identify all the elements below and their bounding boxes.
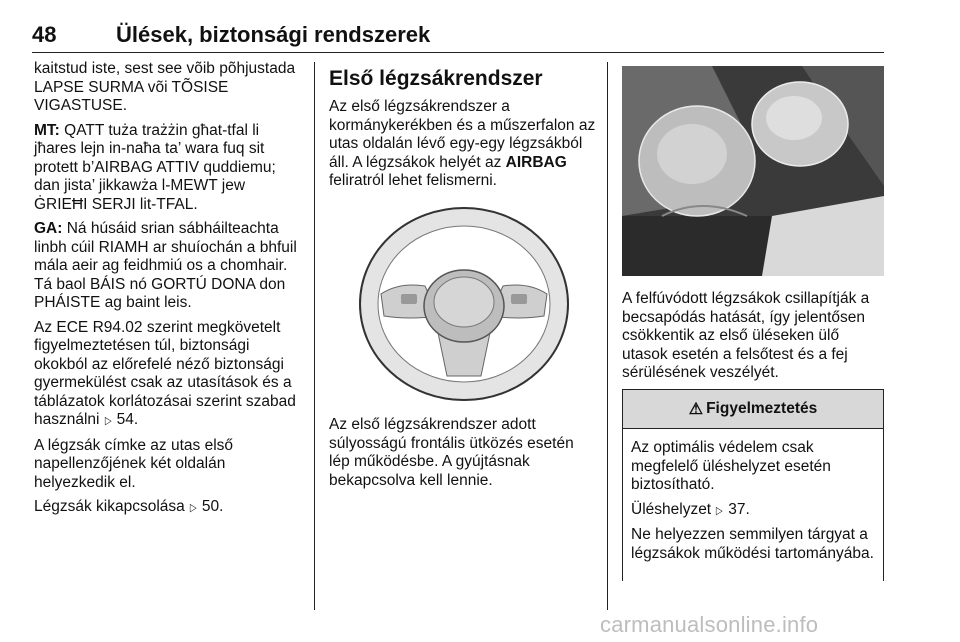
page-header bbox=[32, 22, 884, 52]
paragraph-warning-et: kaitstud iste, sest see võib põhjustada LAPSE SURMA või TÕSISE VIGASTUSE. bbox=[34, 60, 296, 114]
warning-title: Figyelmeztetés bbox=[706, 400, 818, 417]
airbag-label: AIRBAG bbox=[505, 153, 567, 171]
page-number: 48 bbox=[32, 22, 57, 47]
column-middle bbox=[329, 60, 597, 197]
paragraph-airbag-deactivation: Légzsák kikapcsolása ▷ 50. bbox=[34, 498, 302, 518]
section-heading: Első légzsákrendszer bbox=[329, 67, 543, 90]
language-label-ga: GA: bbox=[34, 220, 63, 237]
warning-paragraph-1: Az optimális védelem csak megfelelő üléshelyzet esetén biztosítható. bbox=[631, 439, 831, 493]
warning-triangle-icon: ⚠ bbox=[688, 401, 704, 418]
section-title: Ülések, biztonsági rendszerek bbox=[116, 22, 431, 47]
column-right bbox=[622, 290, 884, 389]
warning-text-ga: Ná húsáid srian sábháilteachta linbh cúil RIAMH ar shuíochán a bhfuil mála aeir ag feidhmiú os a chomhair. Tá baol BÁIS nó GORTÚ DONA don PHÁISTE ag baint leis. bbox=[34, 220, 297, 311]
paragraph-activation: Az első légzsákrendszer adott súlyosságú frontális ütközés esetén lép működésbe. A gyújtásnak bekapcsolva kell lennie. bbox=[329, 416, 574, 489]
warning-body bbox=[623, 429, 883, 563]
watermark: carmanualsonline.info bbox=[600, 612, 819, 637]
warning-box bbox=[622, 389, 884, 581]
paragraph-warning-ga bbox=[34, 220, 302, 313]
header-divider bbox=[32, 52, 884, 53]
page-ref-arrow-icon: ▷ bbox=[104, 415, 112, 427]
column-divider-1 bbox=[314, 62, 315, 610]
paragraph-label-location: A légzsák címke az utas első napellenzőjének két oldalán helyezkedik el. bbox=[34, 436, 234, 491]
page-ref-arrow-icon: ▷ bbox=[716, 504, 724, 517]
warning-paragraph-2: Üléshelyzet ▷ 37. bbox=[631, 501, 875, 521]
column-left bbox=[34, 60, 302, 524]
paragraph-airbag-function: A felfúvódott légzsákok csillapítják a becsapódás hatását, így jelentősen csökkentik az első üléseken ülő utasok esetén a felsőtest és a fej sérülésének veszélyét. bbox=[622, 290, 870, 381]
page-reference[interactable]: 54. bbox=[112, 411, 139, 428]
language-label-mt: MT: bbox=[34, 121, 60, 139]
warning-paragraph-3: Ne helyezzen semmilyen tárgyat a légzsákok működési tartományába. bbox=[631, 526, 874, 562]
page-reference[interactable]: 37. bbox=[723, 500, 750, 518]
paragraph-intro: Az első légzsákrendszer a kormánykerékben és a műszerfalon az utas oldalán lévő egy-egy légzsákból áll. A légzsákok helyét az AIRBAG feliratról lehet felismerni. bbox=[329, 98, 596, 189]
page-reference[interactable]: 50. bbox=[197, 498, 224, 515]
column-divider-2 bbox=[607, 62, 608, 610]
deployed-airbags-photo bbox=[622, 66, 884, 276]
paragraph-warning-mt bbox=[34, 122, 302, 215]
warning-text-mt: QATT tuża trażżin għat-tfal li jħares lejn in-naħa ta’ wara fuq sit protett b’AIRBAG ATTIV quddiemu; dan jista’ jikkawża l-MEWT jew ĠRIEĦI SERJI lit-TFAL. bbox=[34, 121, 276, 213]
page-ref-arrow-icon: ▷ bbox=[189, 502, 197, 514]
steering-wheel-illustration bbox=[329, 198, 599, 406]
warning-header bbox=[623, 390, 883, 429]
paragraph-ece-regulation: Az ECE R94.02 szerint megkövetelt figyelmeztetésen túl, biztonsági okokból az előrefelé néző biztonsági gyermekülést csak az utasítások és a táblázatok korlátozásai szerint szabad használni ▷ 54. bbox=[34, 319, 302, 431]
